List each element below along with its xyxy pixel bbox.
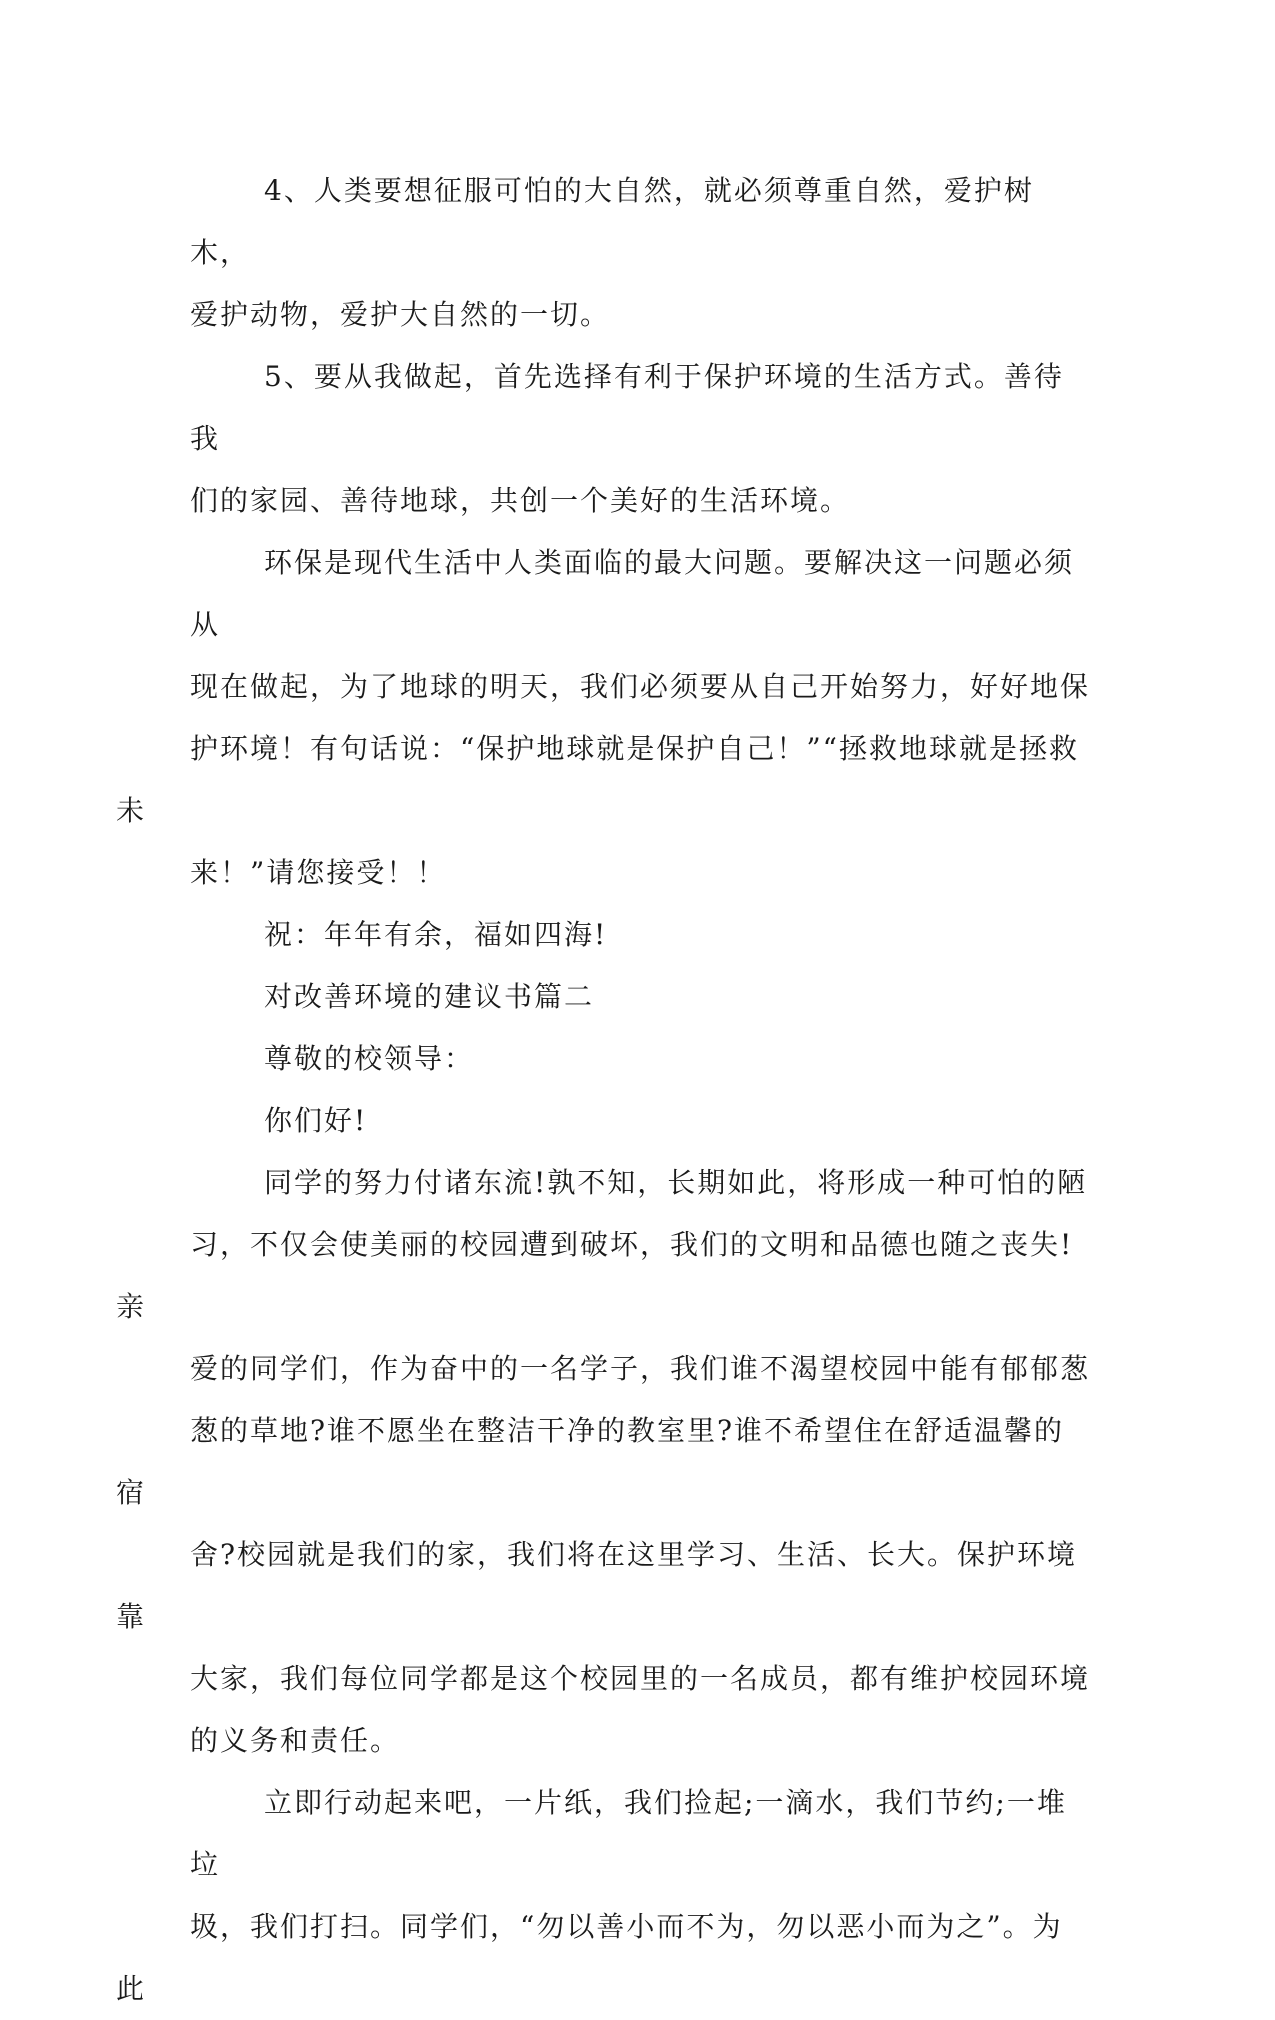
text-line: 现在做起，为了地球的明天，我们必须要从自己开始努力，好好地保	[190, 670, 1091, 703]
paragraph-blessing	[190, 904, 1090, 966]
text-line: 来！”请您接受！！	[190, 856, 447, 889]
document-body	[116, 160, 1091, 2020]
text-line: 的义务和责任。	[190, 1724, 401, 1757]
text-line: 习，不仅会使美丽的校园遭到破坏，我们的文明和品德也随之丧失!亲	[116, 1228, 1074, 1323]
paragraph-campus	[116, 1152, 1091, 1772]
text-line: 祝：年年有余，福如四海!	[264, 918, 608, 951]
greeting	[190, 1090, 1090, 1152]
text-line: 圾，我们打扫。同学们，“勿以善小而不为，勿以恶小而为之”。为此	[116, 1910, 1063, 2005]
paragraph-item-4	[190, 160, 1090, 346]
paragraph-item-5	[190, 346, 1090, 532]
text-line: 舍?校园就是我们的家，我们将在这里学习、生活、长大。保护环境靠	[116, 1538, 1078, 1633]
text-line: 们的家园、善待地球，共创一个美好的生活环境。	[190, 484, 851, 517]
text-line: 爱的同学们，作为奋中的一名学子，我们谁不渴望校园中能有郁郁葱	[190, 1352, 1091, 1385]
text-line: 葱的草地?谁不愿坐在整洁干净的教室里?谁不希望住在舒适温馨的宿	[116, 1414, 1065, 1509]
text-line: 大家，我们每位同学都是这个校园里的一名成员，都有维护校园环境	[190, 1662, 1091, 1695]
text-line: 环保是现代生活中人类面临的最大问题。要解决这一问题必须从	[190, 546, 1075, 641]
text-line: 5、要从我做起，首先选择有利于保护环境的生活方式。善待我	[190, 360, 1064, 455]
text-line: 护环境！有句话说：“保护地球就是保护自己！”“拯救地球就是拯救未	[116, 732, 1079, 827]
text-line: 爱护动物，爱护大自然的一切。	[190, 298, 611, 331]
salutation	[190, 1028, 1090, 1090]
text-line: 尊敬的校领导：	[264, 1042, 475, 1075]
section-heading	[190, 966, 1090, 1028]
paragraph-action	[116, 1772, 1090, 2020]
text-line: 立即行动起来吧，一片纸，我们捡起;一滴水，我们节约;一堆垃	[190, 1786, 1067, 1881]
paragraph-environment	[116, 532, 1091, 904]
text-line: 你们好!	[264, 1104, 368, 1137]
text-line: 同学的努力付诸东流!孰不知，长期如此，将形成一种可怕的陋	[264, 1166, 1088, 1199]
text-line: 对改善环境的建议书篇二	[264, 980, 595, 1013]
text-line: 4、人类要想征服可怕的大自然，就必须尊重自然，爱护树木，	[190, 174, 1034, 269]
